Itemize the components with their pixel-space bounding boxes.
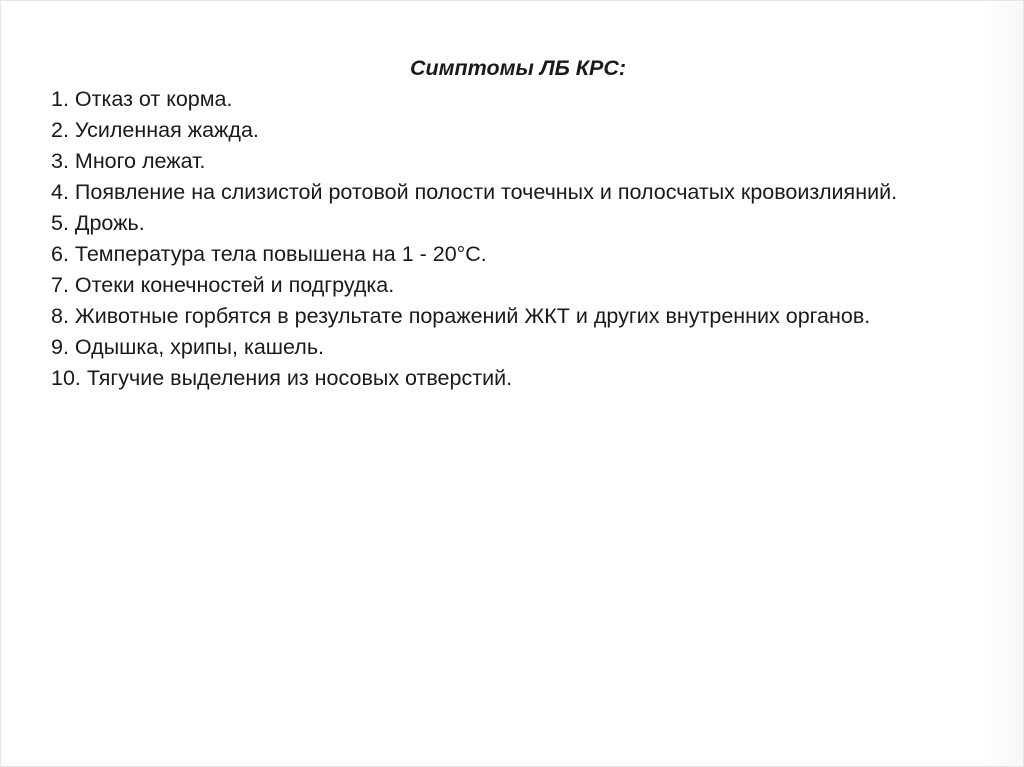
symptom-item: 6. Температура тела повышена на 1 - 20°С.: [51, 242, 487, 266]
symptom-item: 10. Тягучие выделения из носовых отверстий.: [51, 366, 513, 390]
symptom-item: 4. Появление на слизистой ротовой полости точечных и полосчатых кровоизлияний.: [51, 180, 898, 204]
symptom-item: 9. Одышка, хрипы, кашель.: [51, 335, 324, 359]
slide-title: Симптомы ЛБ КРС:: [409, 56, 627, 80]
edge-shadow: [983, 1, 1023, 766]
slide-content: [51, 53, 981, 394]
symptom-item: 5. Дрожь.: [51, 211, 145, 235]
symptom-item: 3. Много лежат.: [51, 149, 206, 173]
symptom-list: [51, 84, 981, 394]
symptom-item: 8. Животные горбятся в результате поражений ЖКТ и других внутренних органов.: [51, 304, 871, 328]
symptom-item: 2. Усиленная жажда.: [51, 118, 259, 142]
symptom-item: 7. Отеки конечностей и подгрудка.: [51, 273, 395, 297]
symptom-item: 1. Отказ от корма.: [51, 87, 233, 111]
